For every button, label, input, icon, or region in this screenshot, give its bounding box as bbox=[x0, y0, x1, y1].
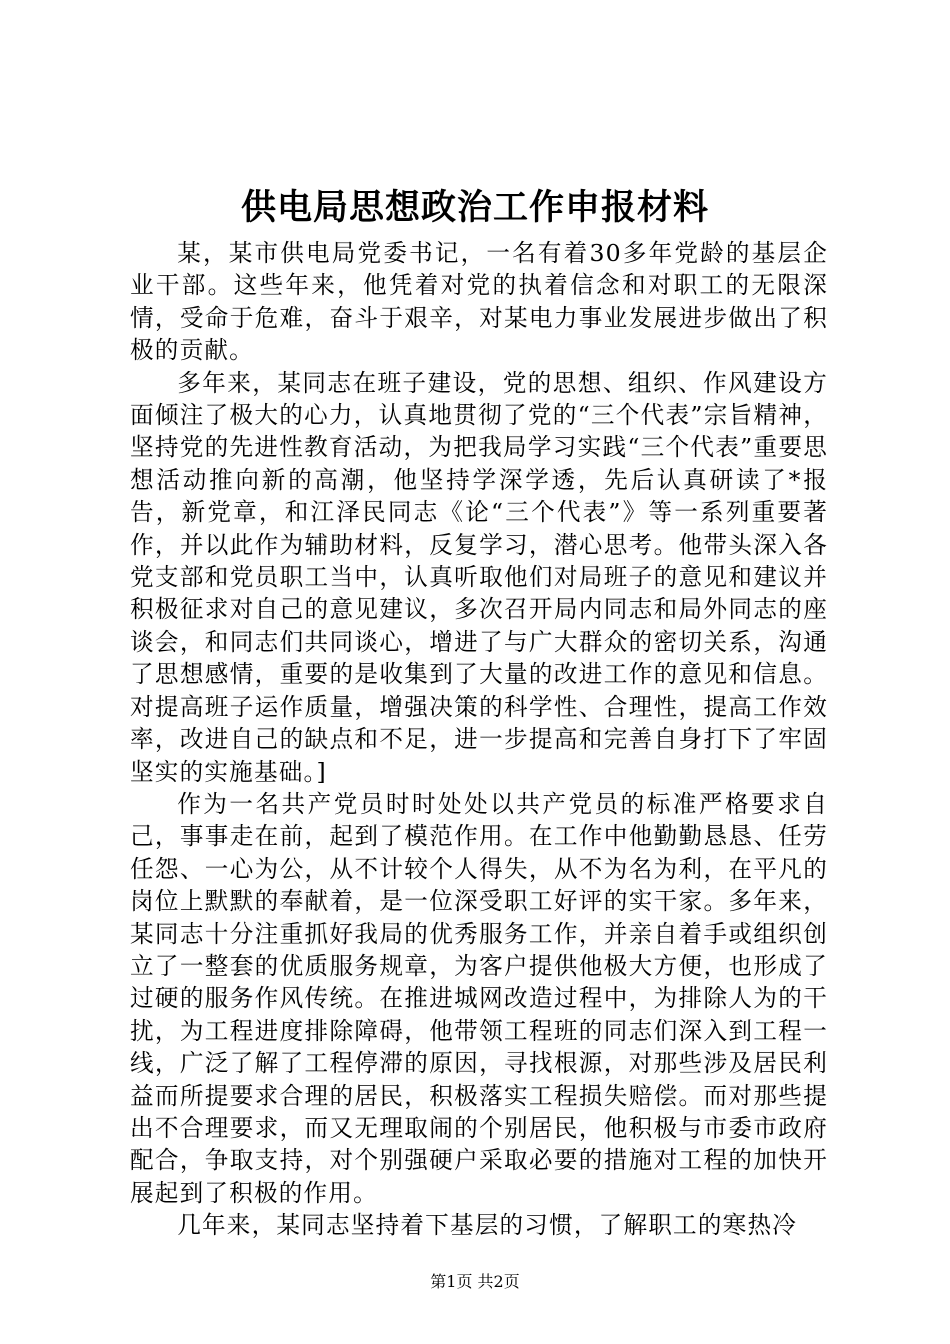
paragraph: 作为一名共产党员时时处处以共产党员的标准严格要求自己，事事走在前，起到了模范作用。在工作中他勤勤恳恳、任劳任怨、一心为公，从不计较个人得失，从不为名为利，在平凡的岗位上默默的奉献着，是一位深受职工好评的实干家。多年来，某同志十分注重抓好我局的优秀服务工作，并亲自着手或组织创立了一整套的优质服务规章，为客户提供他极大方便，也形成了过硬的服务作风传统。在推进城网改造过程中，为排除人为的干扰，为工程进度排除障碍，他带领工程班的同志们深入到工程一线，广泛了解了工程停滞的原因，寻找根源，对那些涉及居民利益而所提要求合理的居民，积极落实工程损失赔偿。而对那些提出不合理要求，而又无理取闹的个别居民，他积极与市委市政府配合，争取支持，对个别强硬户采取必要的措施对工程的加快开展起到了积极的作用。 bbox=[130, 789, 828, 1207]
paragraph: 多年来，某同志在班子建设，党的思想、组织、作风建设方面倾注了极大的心力，认真地贯彻了党的“三个代表”宗旨精神，坚持党的先进性教育活动，为把我局学习实践“三个代表”重要思想活动推向新的高潮，他坚持学深学透，先后认真研读了*报告，新党章，和江泽民同志《论“三个代表”》等一系列重要著作，并以此作为辅助材料，反复学习，潜心思考。他带头深入各党支部和党员职工当中，认真听取他们对局班子的意见和建议并积极征求对自己的意见建议，多次召开局内同志和局外同志的座谈会，和同志们共同谈心，增进了与广大群众的密切关系，沟通了思想感情，重要的是收集到了大量的改进工作的意见和信息。对提高班子运作质量，增强决策的科学性、合理性，提高工作效率，改进自己的缺点和不足，进一步提高和完善自身打下了牢固坚实的实施基础。] bbox=[130, 368, 828, 786]
document-title: 供电局思想政治工作申报材料 bbox=[240, 188, 709, 228]
paragraph: 几年来，某同志坚持着下基层的习惯，了解职工的寒热冷 bbox=[177, 1211, 798, 1240]
document-body bbox=[130, 237, 828, 1242]
page-number-footer: 第1页 共2页 bbox=[430, 1272, 520, 1291]
paragraph: 某，某市供电局党委书记，一名有着30多年党龄的基层企业干部。这些年来，他凭着对党的执着信念和对职工的无限深情，受命于危难，奋斗于艰辛，对某电力事业发展进步做出了积极的贡献。 bbox=[130, 239, 828, 365]
